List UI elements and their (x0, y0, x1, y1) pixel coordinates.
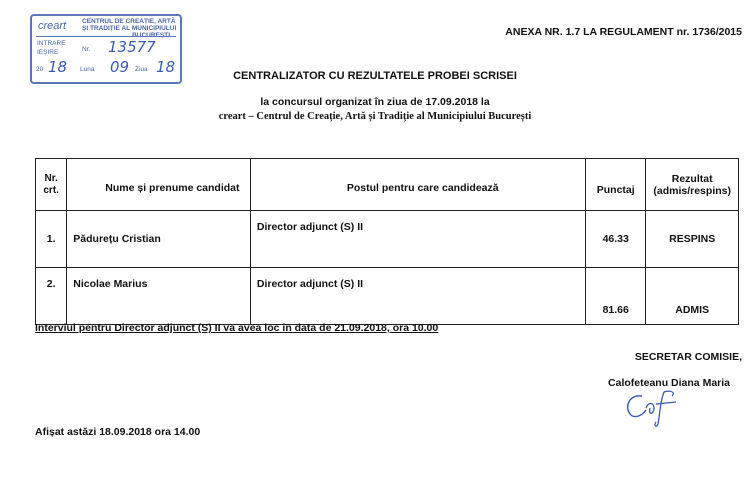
header-nr: Nr. crt. (36, 159, 67, 211)
results-table (35, 158, 739, 325)
interview-note: Interviul pentru Director adjunct (S) II va avea loc în data de 21.09.2018, ora 10.00 (35, 322, 439, 334)
header-post: Postul pentru care candidează (250, 159, 585, 211)
cell-result: ADMIS (646, 268, 739, 325)
document-title: CENTRALIZATOR CU REZULTATELE PROBEI SCRISEI (233, 70, 517, 82)
cell-name: Nicolae Marius (67, 268, 251, 325)
cell-result: RESPINS (646, 211, 739, 268)
posted-date: Afișat astăzi 18.09.2018 ora 14.00 (35, 426, 201, 438)
table-header-row (36, 159, 739, 211)
stamp-year: 18 (48, 58, 68, 76)
stamp-label-intrare: INTRARE (37, 40, 66, 47)
cell-score: 81.66 (586, 268, 646, 325)
stamp-registration-number: 13577 (108, 38, 156, 56)
stamp-divider (36, 36, 176, 37)
cell-nr: 2. (36, 268, 67, 325)
header-name: Nume și prenume candidat (67, 159, 251, 211)
table-row (36, 268, 739, 325)
stamp-label-iesire: IEȘIRE (37, 49, 59, 56)
stamp-label-day: Ziua (135, 66, 148, 73)
cell-name: Pădurețu Cristian (67, 211, 251, 268)
annex-reference: ANEXA NR. 1.7 LA REGULAMENT nr. 1736/2015 (505, 26, 742, 38)
header-result (646, 159, 739, 211)
header-result-line: Rezultat (671, 172, 713, 185)
stamp-label-month: Luna (80, 66, 95, 73)
signature-image (620, 388, 690, 428)
secretary-title: SECRETAR COMISIE, (634, 351, 742, 363)
stamp-month: 09 (110, 58, 130, 76)
document-institution: creart – Centrul de Creație, Artă și Tradiție al Municipiului București (218, 111, 532, 122)
stamp-org-line: ȘI TRADIȚIE AL MUNICIPIULUI (82, 25, 177, 32)
secretary-name: Calofeteanu Diana Maria (608, 377, 730, 389)
stamp-brand: creart (38, 20, 67, 32)
stamp-label-year: 20 (36, 66, 44, 73)
table-row (36, 211, 739, 268)
stamp-day: 18 (156, 58, 176, 76)
cell-nr: 1. (36, 211, 67, 268)
header-score: Punctaj (586, 159, 646, 211)
document-subtitle: la concursul organizat în ziua de 17.09.2018 la (260, 96, 490, 108)
cell-post: Director adjunct (S) II (250, 268, 585, 325)
cell-score: 46.33 (586, 211, 646, 268)
stamp-org-line: BUCUREȘTI (132, 32, 170, 39)
stamp-label-nr: Nr. (82, 46, 91, 53)
stamp-org-line: CENTRUL DE CREAȚIE, ARTĂ (82, 18, 176, 25)
cell-post: Director adjunct (S) II (250, 211, 585, 268)
header-result-line: (admis/respins) (653, 184, 731, 197)
